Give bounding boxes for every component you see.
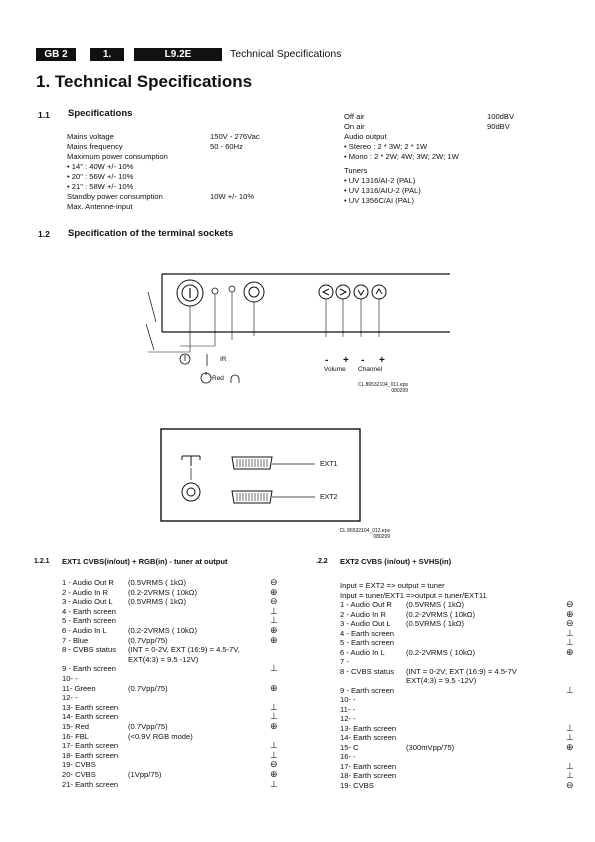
spec-row: [67, 142, 297, 152]
pin-label: 21- Earth screen: [62, 779, 119, 789]
earth-icon: ⊥: [270, 711, 278, 722]
earth-icon: ⊥: [270, 778, 278, 789]
pin-value: EXT(4:3) = 9.5 -12V): [406, 676, 477, 685]
signal-out-icon: ⊖: [566, 618, 574, 628]
signal-out-icon: ⊖: [566, 779, 574, 790]
pin-label: 5 - Earth screen: [340, 638, 395, 647]
pin-value: (0.7Vpp/75): [128, 683, 168, 693]
header-title: Technical Specifications: [230, 48, 342, 60]
rear-panel-figure: [160, 428, 365, 524]
pin-value: (0.5VRMS ( 1kΩ): [406, 619, 464, 628]
spec-value: 90dBV: [487, 122, 510, 131]
pin-value: (300mVpp/75): [406, 742, 455, 752]
header-tag-model: L9.2E: [134, 48, 222, 61]
spec-value: 50 - 60Hz: [210, 142, 243, 151]
spec-value: 150V - 276Vac: [210, 132, 260, 141]
pin-label: 17- Earth screen: [62, 741, 119, 751]
spec-row: [344, 142, 544, 152]
spec-row: [67, 132, 297, 142]
earth-icon: ⊥: [270, 615, 278, 626]
section-1-2-title: Specification of the terminal sockets: [68, 228, 234, 239]
signal-in-icon: ⊕: [270, 625, 278, 635]
pin-value: (0.2-2VRMS ( 10kΩ): [406, 647, 475, 657]
spec-label: • Stereo : 2 * 3W; 2 * 1W: [344, 142, 428, 151]
earth-icon: ⊥: [270, 605, 278, 616]
channel-label: Channel: [358, 366, 383, 373]
pin-label: 3 - Audio Out L: [340, 619, 391, 628]
pin-label: 4 - Earth screen: [62, 606, 117, 616]
pin-label: 5 - Earth screen: [62, 616, 117, 626]
pin-value: (INT = 0-2V; EXT (16:9) = 4.5-7V: [406, 666, 517, 676]
pin-label: 18- Earth screen: [340, 771, 397, 780]
spec-label: Mains frequency: [67, 142, 123, 151]
spec-row: [344, 122, 544, 132]
volume-minus: -: [325, 355, 329, 366]
pin-label: 10- -: [340, 695, 356, 704]
volume-label: Volume: [324, 366, 346, 373]
pin-label: 9 - Earth screen: [340, 685, 395, 695]
pin-label: 1 - Audio Out R: [62, 578, 114, 587]
spec-row: [67, 192, 297, 202]
spec-row: [344, 152, 544, 162]
section-1-2-1-number: 1.2.1: [34, 558, 50, 565]
channel-minus: -: [361, 355, 365, 366]
page-title: 1. Technical Specifications: [36, 72, 253, 91]
spec-row: [67, 172, 297, 182]
earth-icon: ⊥: [270, 749, 278, 760]
spec-value: 10W +/- 10%: [210, 192, 255, 201]
section-1-2-1-title: EXT1 CVBS(in/out) + RGB(in) - tuner at output: [62, 557, 228, 566]
pin-label: 9 - Earth screen: [62, 664, 117, 674]
earth-icon: ⊥: [566, 637, 574, 647]
figure-1-caption: CL 86532104_011.eps 080299: [357, 382, 408, 394]
earth-icon: ⊥: [566, 732, 574, 742]
pin-value: (0.5VRMS ( 1kΩ): [406, 600, 464, 609]
section-1-2-number: 1.2: [38, 229, 50, 239]
spec-label: • 14" : 40W +/- 10%: [67, 162, 134, 171]
earth-icon: ⊥: [566, 770, 574, 780]
spec-row: [344, 112, 544, 122]
pin-label: 3 - Audio Out L: [62, 597, 113, 607]
pin-value: (0.5VRMS ( 1kΩ): [128, 578, 186, 587]
pin-value: (0.7Vpp/75): [128, 722, 168, 731]
pin-label: Input = tuner/EXT1 =>output = tuner/EXT11: [340, 590, 487, 600]
spec-label: Max. Antenne-input: [67, 202, 133, 211]
section-1-2-2-title: EXT2 CVBS (in/out) + SVHS(in): [340, 557, 452, 566]
pin-label: 8 - CVBS status: [62, 645, 117, 655]
pin-label: 2 - Audio In R: [62, 587, 109, 597]
spec-row: [344, 132, 544, 142]
channel-plus: +: [379, 355, 385, 366]
signal-out-icon: ⊖: [270, 596, 278, 607]
pin-value: (0.7Vpp/75): [128, 635, 168, 645]
earth-icon: ⊥: [270, 740, 278, 751]
spec-label: • 20" : 56W +/- 10%: [67, 172, 134, 181]
header-tag-gb2: GB 2: [36, 48, 76, 61]
signal-in-icon: ⊕: [566, 646, 574, 657]
signal-out-icon: ⊖: [566, 599, 574, 609]
spec-label: Audio output: [344, 132, 387, 141]
pin-label: 17- Earth screen: [340, 761, 397, 771]
signal-in-icon: ⊕: [566, 608, 574, 619]
pin-label: 7 -: [340, 657, 349, 666]
spec-row: [67, 152, 297, 162]
pin-label: 16- -: [340, 752, 356, 761]
signal-in-icon: ⊕: [270, 586, 278, 597]
ext2-label: EXT2: [320, 494, 338, 501]
pin-label: 12- -: [340, 714, 356, 723]
figure-2-caption: CL 86532104_012.eps 080299: [339, 528, 390, 540]
section-1-2-2-number: .2.2: [316, 558, 328, 565]
section-1-1-number: 1.1: [38, 110, 50, 120]
red-label: Red: [212, 375, 224, 382]
earth-icon: ⊥: [566, 627, 574, 638]
spec-label: Maximum power consumption: [67, 152, 168, 161]
signal-in-icon: ⊕: [270, 682, 278, 693]
spec-list-right: [344, 112, 544, 206]
pin-label: 13- Earth screen: [62, 702, 119, 712]
ir-label: IR: [220, 356, 227, 363]
pin-label: 10- -: [62, 674, 78, 683]
pin-label: 11- Green: [62, 683, 96, 693]
pin-label: 20- CVBS: [62, 770, 96, 779]
earth-icon: ⊥: [270, 663, 278, 674]
signal-out-icon: ⊖: [270, 577, 278, 587]
earth-icon: ⊥: [566, 760, 574, 771]
pin-label: 7 - Blue: [62, 635, 89, 645]
spec-list: [67, 132, 297, 212]
pin-label: 18- Earth screen: [62, 750, 119, 760]
pin-value: (0.2-2VRMS ( 10kΩ): [128, 587, 197, 597]
ext1-label: EXT1: [320, 461, 338, 468]
pin-value: (<0.9V RGB mode): [128, 731, 193, 741]
pin-label: 4 - Earth screen: [340, 628, 395, 638]
pin-value: (1Vpp/75): [128, 770, 162, 779]
volume-plus: +: [343, 355, 349, 366]
earth-icon: ⊥: [566, 684, 574, 695]
pin-label: 19- CVBS: [62, 760, 96, 770]
pin-value: (INT = 0-2V, EXT (16:9) = 4.5-7V,: [128, 645, 240, 655]
tuner-item: • UV 1356C/AI (PAL): [344, 196, 415, 205]
spec-label: • Mono : 2 * 2W; 4W; 3W; 2W; 1W: [344, 152, 459, 161]
pin-label: 15- Red: [62, 722, 90, 731]
signal-in-icon: ⊕: [270, 721, 278, 731]
earth-icon: ⊥: [566, 722, 574, 733]
spec-row: [67, 202, 297, 212]
spec-value: 100dBV: [487, 112, 515, 121]
pin-value: (0.2-2VRMS ( 10kΩ): [128, 626, 197, 635]
signal-in-icon: ⊕: [566, 741, 574, 752]
tuner-item: • UV 1316/AIU-2 (PAL): [344, 186, 421, 195]
spec-label: On air: [344, 122, 365, 131]
signal-in-icon: ⊕: [270, 769, 278, 779]
earth-icon: ⊥: [270, 701, 278, 712]
spec-label: • 21" : 58W +/- 10%: [67, 182, 134, 191]
pin-label: 6 - Audio In L: [62, 626, 107, 635]
pin-label: 1 - Audio Out R: [340, 600, 392, 609]
pin-label: 15- C: [340, 742, 359, 752]
pin-label: 13- Earth screen: [340, 723, 397, 733]
spec-label: Standby power consumption: [67, 192, 163, 201]
pin-label: 19- CVBS: [340, 780, 374, 790]
pin-value: (0.2-2VRMS ( 10kΩ): [406, 609, 475, 619]
pin-label: Input = EXT2 => output = tuner: [340, 581, 445, 590]
pin-label: 6 - Audio In L: [340, 647, 385, 657]
section-1-1-title: Specifications: [68, 108, 133, 119]
signal-in-icon: ⊕: [270, 634, 278, 645]
tuner-item: • UV 1316/AI-2 (PAL): [344, 176, 416, 185]
pin-label: 16- FBL: [62, 731, 90, 741]
pin-value: EXT(4:3) = 9.5 -12V): [128, 654, 199, 664]
signal-out-icon: ⊖: [270, 759, 278, 770]
pin-label: 11- -: [340, 704, 356, 714]
pin-label: 8 - CVBS status: [340, 666, 395, 676]
pin-label: 14- Earth screen: [62, 712, 119, 722]
header-tag-chapter: 1.: [90, 48, 124, 61]
spec-row: [67, 182, 297, 192]
pin-label: 14- Earth screen: [340, 733, 397, 742]
pin-value: (0.5VRMS ( 1kΩ): [128, 597, 186, 607]
front-panel-figure: [140, 262, 460, 402]
spec-label: Off air: [344, 112, 365, 121]
spec-label: Mains voltage: [67, 132, 114, 141]
pin-label: 2 - Audio In R: [340, 609, 387, 619]
spec-row: [67, 162, 297, 172]
tuners-label: Tuners: [344, 166, 368, 175]
pin-label: 12- -: [62, 693, 78, 703]
